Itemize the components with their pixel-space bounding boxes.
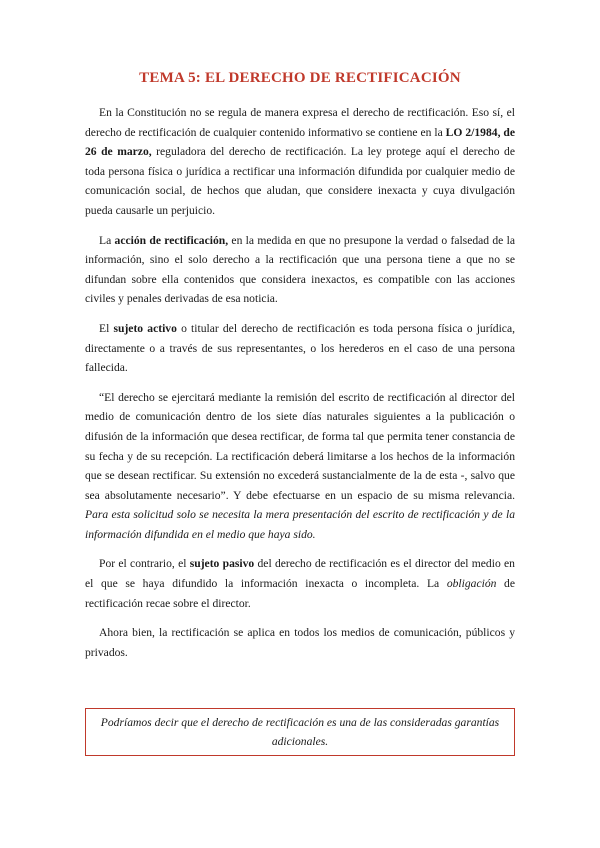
paragraph-2 bbox=[85, 231, 515, 309]
paragraph-text: o titular del derecho de rectificación es toda persona física o jurídica, directamente o a través de sus representantes, o los herederos en el caso de una persona fallecida. bbox=[85, 321, 515, 375]
note-text: Podríamos decir que el derecho de rectificación es una de las consideradas garantías adicionales. bbox=[100, 716, 500, 748]
paragraph-3 bbox=[85, 319, 515, 378]
bold-term: sujeto pasivo bbox=[189, 557, 255, 571]
paragraph-text: Ahora bien, la rectificación se aplica en todos los medios de comunicación, públicos y privados. bbox=[85, 626, 515, 659]
paragraph-5 bbox=[85, 554, 515, 613]
italic-term: obligación bbox=[446, 577, 497, 591]
paragraph-text: El bbox=[99, 321, 114, 335]
paragraph-text: La bbox=[99, 233, 115, 247]
italic-text: Para esta solicitud solo se necesita la mera presentación del escrito de rectificación y de la información difundida en el medio que haya sido. bbox=[85, 508, 515, 541]
paragraph-text: de rectificación recae sobre el director. bbox=[85, 577, 516, 610]
title-main: EL DERECHO DE RECTIFICACIÓN bbox=[201, 70, 461, 86]
paragraph-text: en la medida en que no presupone la verdad o falsedad de la información, sino el solo derecho a la rectificación que una persona tiene a que no se difundan sobre ella contenidos que considera inexactos, es compatible con las acciones civiles y penales derivadas de esa noticia. bbox=[85, 233, 515, 306]
paragraph-4 bbox=[85, 388, 515, 545]
document-page bbox=[85, 70, 515, 672]
paragraph-text: En la Constitución no se regula de manera expresa el derecho de rectificación. Eso sí, el derecho de rectificación de cualquier contenido informativo se contiene en la bbox=[85, 106, 515, 139]
paragraph-text: del derecho de rectificación es el director del medio en el que se haya difundido la información inexacta o incompleta. La bbox=[85, 557, 515, 591]
title-prefix: TEMA 5: bbox=[139, 70, 201, 86]
paragraph-6 bbox=[85, 623, 515, 662]
paragraph-text: “El derecho se ejercitará mediante la remisión del escrito de rectificación al director del medio de comunicación dentro de los siete días naturales siguientes a la publicación o difusión de la información que desea rectificar, de forma tal que permita tener constancia de su fecha y de su recepción. La rectificación deberá limitarse a los hechos de la información que se desean rectificar. Su extensión no excederá sustancialmente de la de esta -, salvo que sea absolutamente necesario”. Y debe efectuarse en un espacio de su misma relevancia. bbox=[85, 390, 515, 502]
paragraph-text: reguladora del derecho de rectificación. La ley protege aquí el derecho de toda persona física o jurídica a rectificar una información difundida por cualquier medio de comunicación social, de hechos que aludan, que considere inexacta y cuya divulgación pueda causarle un perjuicio. bbox=[85, 145, 515, 217]
paragraph-1 bbox=[85, 103, 515, 221]
bold-term: acción de rectificación, bbox=[114, 233, 229, 247]
bold-term: sujeto activo bbox=[113, 321, 177, 335]
bold-law-reference: LO 2/1984, de 26 de marzo, bbox=[85, 125, 515, 159]
paragraph-text: Por el contrario, el bbox=[99, 557, 190, 571]
page-title bbox=[85, 70, 515, 87]
highlight-note-box bbox=[85, 708, 515, 756]
